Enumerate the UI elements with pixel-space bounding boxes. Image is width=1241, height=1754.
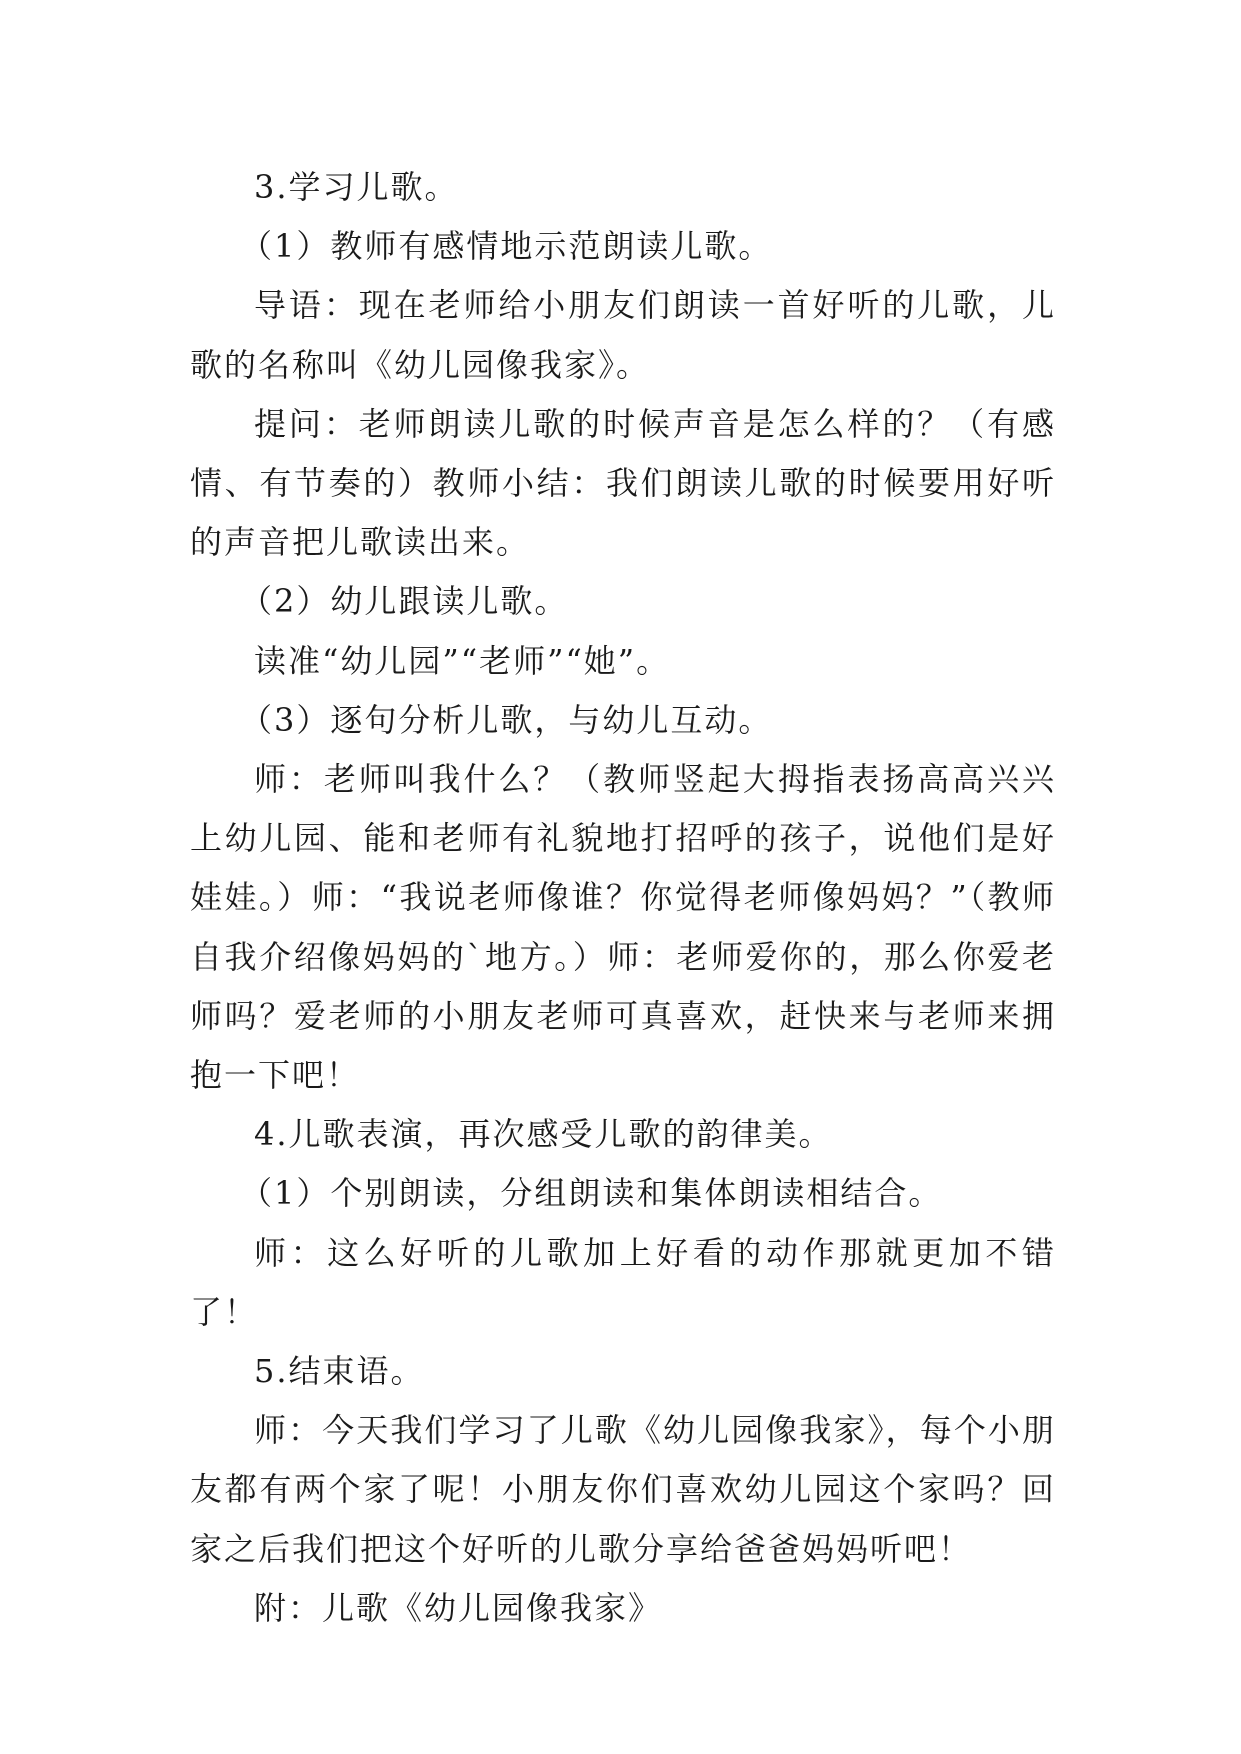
document-body — [190, 158, 1056, 1638]
paragraph-4: 提问：老师朗读儿歌的时候声音是怎么样的？（有感情、有节奏的）教师小结：我们朗读儿歌的时候要用好听的声音把儿歌读出来。 — [190, 404, 1056, 562]
paragraph-5: （2）幼儿跟读儿歌。 — [240, 582, 569, 621]
paragraph-8: 师：老师叫我什么？（教师竖起大拇指表扬高高兴兴上幼儿园、能和老师有礼貌地打招呼的孩子，说他们是好娃娃。）师：“我说老师像谁？你觉得老师像妈妈？”（教师自我介绍像妈妈的`地方。）师：老师爱你的，那么你爱老师吗？爱老师的小朋友老师可真喜欢，赶快来与老师来拥抱一下吧！ — [190, 760, 1056, 1095]
paragraph-2: （1）教师有感情地示范朗读儿歌。 — [240, 227, 773, 266]
paragraph-6: 读准“幼儿园”“老师”“她”。 — [254, 641, 671, 680]
paragraph-11: 师：这么好听的儿歌加上好看的动作那就更加不错了！ — [190, 1233, 1056, 1331]
paragraph-3: 导语：现在老师给小朋友们朗读一首好听的儿歌，儿歌的名称叫《幼儿园像我家》。 — [190, 286, 1056, 384]
paragraph-13: 师：今天我们学习了儿歌《幼儿园像我家》，每个小朋友都有两个家了呢！小朋友你们喜欢幼儿园这个家吗？回家之后我们把这个好听的儿歌分享给爸爸妈妈听吧！ — [190, 1411, 1056, 1568]
paragraph-7: （3）逐句分析儿歌，与幼儿互动。 — [240, 700, 773, 739]
paragraph-14: 附：儿歌《幼儿园像我家》 — [254, 1588, 663, 1627]
paragraph-1: 3.学习儿歌。 — [254, 168, 459, 206]
paragraph-9: 4.儿歌表演，再次感受儿歌的韵律美。 — [254, 1115, 833, 1154]
paragraph-10: （1）个别朗读，分组朗读和集体朗读相结合。 — [240, 1174, 943, 1213]
paragraph-12: 5.结束语。 — [254, 1352, 425, 1391]
